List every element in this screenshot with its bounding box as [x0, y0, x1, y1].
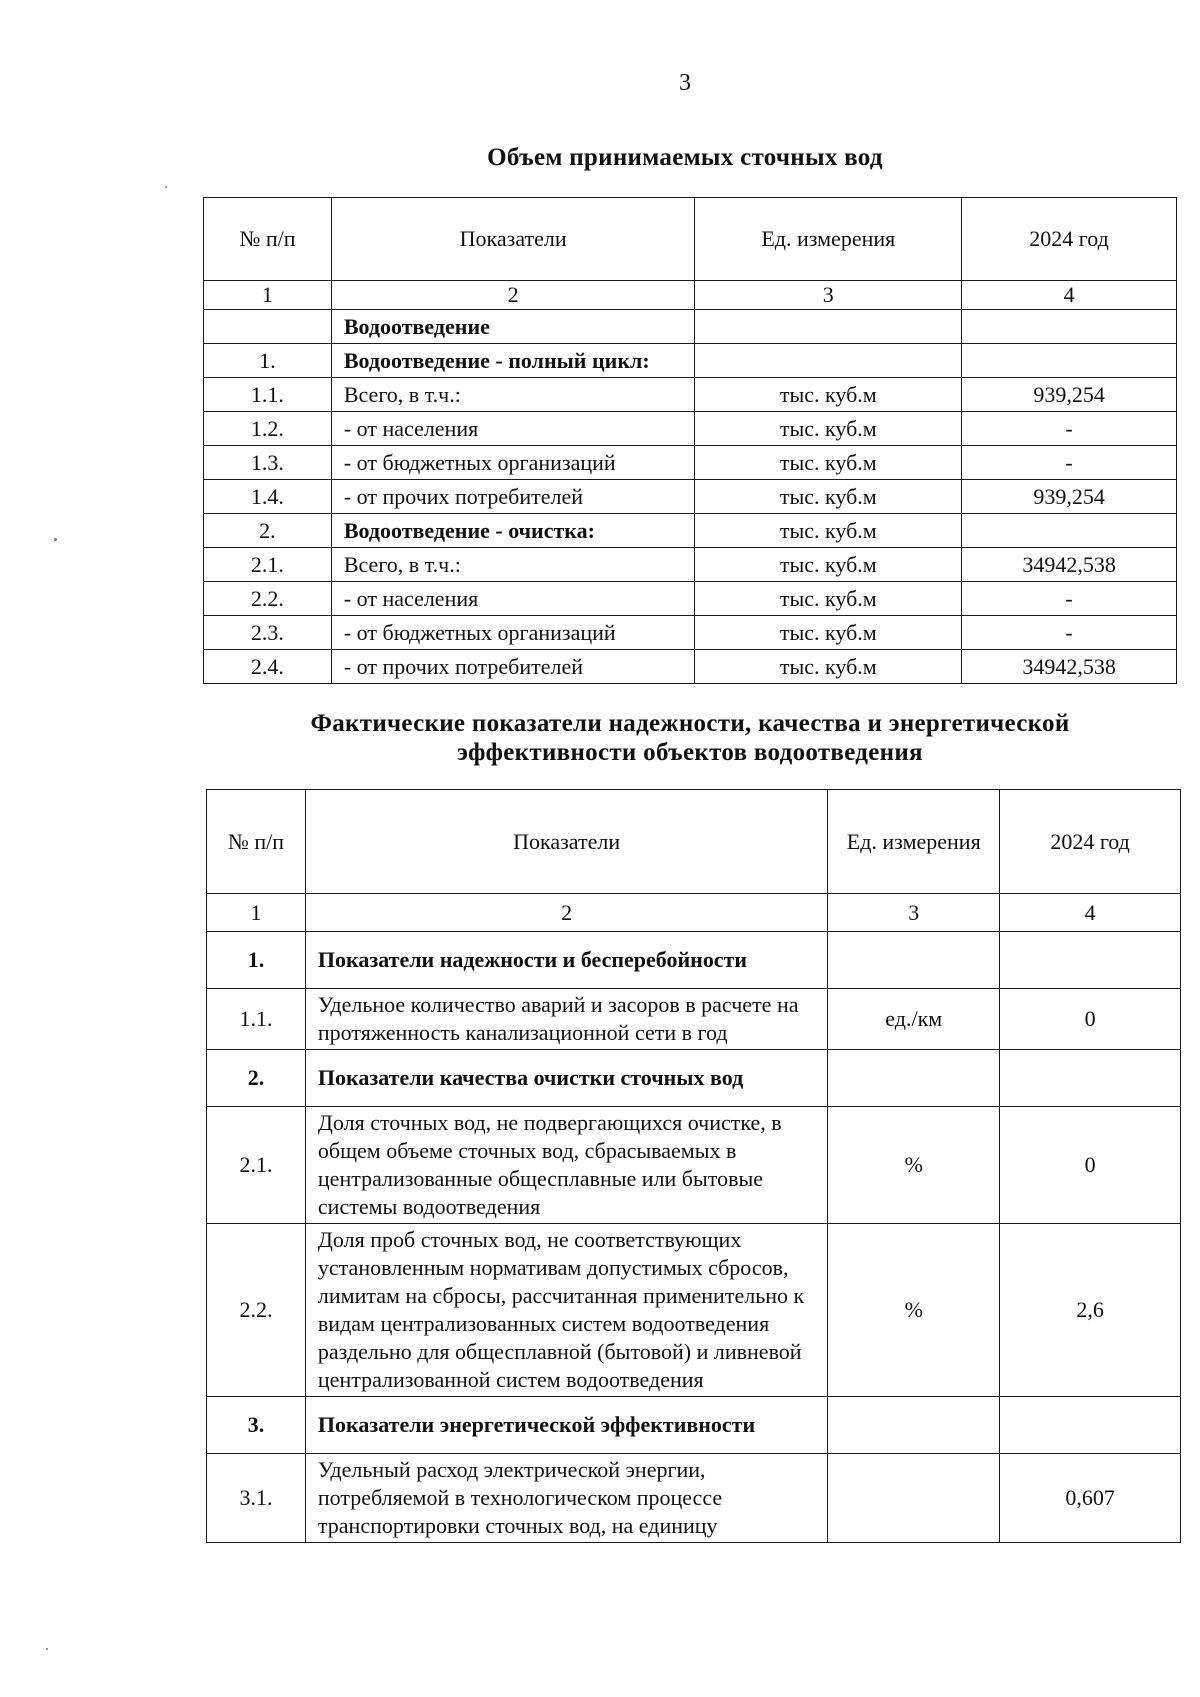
table-row — [204, 446, 1177, 480]
row-indicator: - от бюджетных организаций — [331, 446, 695, 480]
row-indicator: Водоотведение - полный цикл: — [331, 344, 695, 378]
wastewater-volume-table — [203, 197, 1177, 684]
table-row — [204, 582, 1177, 616]
column-number: 4 — [1000, 894, 1181, 932]
section-row — [204, 514, 1177, 548]
table-row — [207, 1224, 1181, 1397]
table-header-row — [207, 790, 1181, 894]
row-indicator: - от бюджетных организаций — [331, 616, 695, 650]
row-number: 2. — [207, 1050, 306, 1107]
row-unit — [828, 1454, 1000, 1543]
row-unit: % — [828, 1224, 1000, 1397]
section-row — [207, 932, 1181, 989]
row-value: - — [962, 412, 1177, 446]
row-number: 1.3. — [204, 446, 332, 480]
row-number: 1. — [204, 344, 332, 378]
row-number: 2.1. — [204, 548, 332, 582]
column-number: 2 — [305, 894, 827, 932]
row-value — [962, 514, 1177, 548]
column-number: 2 — [331, 281, 695, 310]
column-number-row — [207, 894, 1181, 932]
section-row — [207, 1397, 1181, 1454]
section1-title: Объем принимаемых сточных вод — [487, 144, 883, 171]
row-unit: тыс. куб.м — [695, 548, 962, 582]
table-row — [204, 548, 1177, 582]
table-row — [207, 1454, 1181, 1543]
row-number: 3. — [207, 1397, 306, 1454]
row-number: 2.2. — [204, 582, 332, 616]
row-number: 3.1. — [207, 1454, 306, 1543]
table-row — [204, 650, 1177, 684]
column-number-row — [204, 281, 1177, 310]
row-number: 2.4. — [204, 650, 332, 684]
row-unit: тыс. куб.м — [695, 650, 962, 684]
row-indicator: Всего, в т.ч.: — [331, 548, 695, 582]
row-value — [962, 344, 1177, 378]
column-number: 1 — [204, 281, 332, 310]
row-indicator: - от населения — [331, 582, 695, 616]
row-unit: тыс. куб.м — [695, 480, 962, 514]
row-number: 1.2. — [204, 412, 332, 446]
row-indicator: Показатели качества очистки сточных вод — [305, 1050, 827, 1107]
header-year: 2024 год — [1000, 790, 1181, 894]
table-row — [204, 616, 1177, 650]
column-number: 4 — [962, 281, 1177, 310]
row-unit: тыс. куб.м — [695, 514, 962, 548]
table-row — [204, 378, 1177, 412]
row-indicator: - от прочих потребителей — [331, 480, 695, 514]
row-number: 1.1. — [204, 378, 332, 412]
row-number: 2.3. — [204, 616, 332, 650]
row-indicator: Водоотведение - очистка: — [331, 514, 695, 548]
row-value: 34942,538 — [962, 548, 1177, 582]
row-unit — [828, 1050, 1000, 1107]
row-indicator: - от населения — [331, 412, 695, 446]
header-year: 2024 год — [962, 198, 1177, 281]
section2-title-line2: эффективности объектов водоотведения — [457, 739, 923, 766]
header-unit: Ед. измерения — [695, 198, 962, 281]
reliability-indicators-table — [206, 789, 1181, 1543]
row-value — [962, 310, 1177, 344]
row-unit — [828, 932, 1000, 989]
row-unit — [695, 310, 962, 344]
row-unit — [695, 344, 962, 378]
row-value — [1000, 1050, 1181, 1107]
scan-speck — [54, 538, 57, 541]
row-indicator: Доля проб сточных вод, не соответствующих установленным нормативам допустимых сбросов, лимитам на сбросы, рассчитанная применительно к видам централизованных систем водоотведения раздельно для общесплавной (бытовой) и ливневой централизованной систем водоотведения — [305, 1224, 827, 1397]
row-indicator: Показатели надежности и бесперебойности — [305, 932, 827, 989]
header-unit: Ед. измерения — [828, 790, 1000, 894]
row-indicator: Всего, в т.ч.: — [331, 378, 695, 412]
table-row — [207, 989, 1181, 1050]
row-number: 1.4. — [204, 480, 332, 514]
row-unit: ед./км — [828, 989, 1000, 1050]
row-number: 2.1. — [207, 1107, 306, 1224]
row-value — [1000, 932, 1181, 989]
row-unit: тыс. куб.м — [695, 412, 962, 446]
row-indicator: Водоотведение — [331, 310, 695, 344]
table-row — [207, 1107, 1181, 1224]
header-num: № п/п — [204, 198, 332, 281]
row-value: - — [962, 446, 1177, 480]
row-value: 0 — [1000, 989, 1181, 1050]
table-row — [204, 480, 1177, 514]
row-value: - — [962, 616, 1177, 650]
row-unit: % — [828, 1107, 1000, 1224]
row-value: - — [962, 582, 1177, 616]
row-unit: тыс. куб.м — [695, 582, 962, 616]
row-unit — [828, 1397, 1000, 1454]
row-number: 2. — [204, 514, 332, 548]
row-indicator: Удельное количество аварий и засоров в расчете на протяженность канализационной сети в год — [305, 989, 827, 1050]
row-unit: тыс. куб.м — [695, 446, 962, 480]
row-value: 34942,538 — [962, 650, 1177, 684]
row-value: 0,607 — [1000, 1454, 1181, 1543]
header-indicator: Показатели — [331, 198, 695, 281]
row-indicator: Доля сточных вод, не подвергающихся очистке, в общем объеме сточных вод, сбрасываемых в централизованные общесплавные или бытовые системы водоотведения — [305, 1107, 827, 1224]
row-value: 2,6 — [1000, 1224, 1181, 1397]
column-number: 3 — [695, 281, 962, 310]
row-indicator: Удельный расход электрической энергии, потребляемой в технологическом процессе транспортировки сточных вод, на единицу — [305, 1454, 827, 1543]
table-row — [204, 412, 1177, 446]
section-row — [207, 1050, 1181, 1107]
section2-title — [130, 709, 1200, 767]
table-header-row — [204, 198, 1177, 281]
row-number — [204, 310, 332, 344]
column-number: 3 — [828, 894, 1000, 932]
scan-speck — [165, 186, 167, 188]
row-unit: тыс. куб.м — [695, 616, 962, 650]
row-value: 0 — [1000, 1107, 1181, 1224]
row-value: 939,254 — [962, 378, 1177, 412]
row-value — [1000, 1397, 1181, 1454]
scan-speck — [46, 1648, 48, 1650]
section-row — [204, 344, 1177, 378]
header-indicator: Показатели — [305, 790, 827, 894]
row-number: 1. — [207, 932, 306, 989]
row-number: 1.1. — [207, 989, 306, 1050]
row-indicator: Показатели энергетической эффективности — [305, 1397, 827, 1454]
row-number: 2.2. — [207, 1224, 306, 1397]
section2-title-line1: Фактические показатели надежности, качества и энергетической — [310, 710, 1070, 737]
page-number: 3 — [679, 70, 691, 96]
row-value: 939,254 — [962, 480, 1177, 514]
row-indicator: - от прочих потребителей — [331, 650, 695, 684]
column-number: 1 — [207, 894, 306, 932]
header-num: № п/п — [207, 790, 306, 894]
row-unit: тыс. куб.м — [695, 378, 962, 412]
section-row — [204, 310, 1177, 344]
